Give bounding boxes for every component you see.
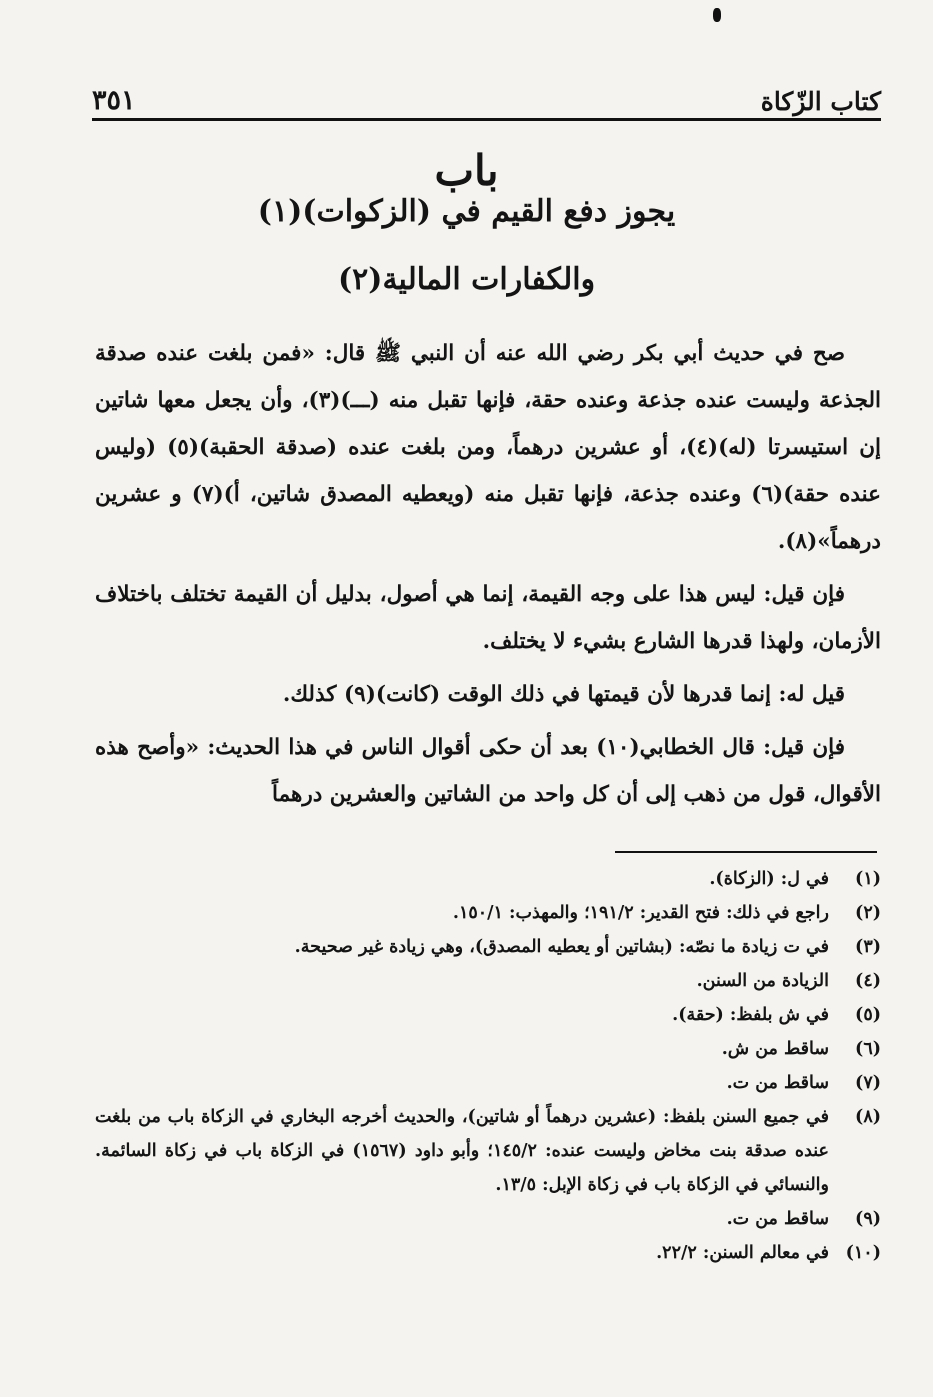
footnote [95, 1066, 881, 1100]
footnote-text: في ش بلفظ: (حقة). [672, 1005, 829, 1025]
footnote [95, 896, 881, 930]
footnote [95, 1236, 881, 1270]
chapter-title-line-1: يجوز دفع القيم في (الزكوات)(١) [257, 194, 676, 229]
footnote-text: في جميع السنن بلفظ: (عشرين درهماً أو شاتين)، والحديث أخرجه البخاري في الزكاة باب من بلغت عنده صدقة بنت مخاض وليست عنده: ١٤٥/٢؛ وأبو داود (١٥٦٧) في الزكاة باب في زكاة السائمة. والنسائي في الزكاة باب في زكاة الإبل: ١٣/٥. [95, 1107, 829, 1195]
footnote-number: (٩) [855, 1209, 881, 1229]
chapter-title-line-2: والكفارات المالية(٢) [337, 262, 596, 297]
paragraph: فإن قيل: ليس هذا على وجه القيمة، إنما هي أصول، بدليل أن القيمة تختلف باختلاف الأزمان، ولهذا قدرها الشارع بشيء لا يختلف. [95, 582, 881, 654]
footnote-number: (٤) [855, 971, 881, 991]
footnote [95, 1100, 881, 1202]
body-text [95, 330, 881, 824]
footnote-number: (١) [855, 869, 881, 889]
footnote-text: في ل: (الزكاة). [709, 869, 829, 889]
footnote-number: (٧) [855, 1073, 881, 1093]
footnote-text: راجع في ذلك: فتح القدير: ١٩١/٢؛ والمهذب: ١٥٠/١. [452, 903, 829, 923]
paragraph: فإن قيل: قال الخطابي(١٠) بعد أن حكى أقوال الناس في هذا الحديث: «وأصح هذه الأقوال، قول من ذهب إلى أن كل واحد من الشاتين والعشرين درهماً [95, 735, 881, 807]
running-title: كتاب الزّكاة [760, 87, 881, 116]
paragraph: صح في حديث أبي بكر رضي الله عنه أن النبي ﷺ قال: «فمن بلغت عنده صدقة الجذعة وليست عنده جذعة وعنده حقة، فإنها تقبل منه (ـــ)(٣)، وأن يجعل معها شاتين إن استيسرتا (له)(٤)، أو عشرين درهماً، ومن بلغت عنده (صدقة الحقبة)(٥) (وليس عنده حقة)(٦) وعنده جذعة، فإنها تقبل منه (ويعطيه المصدق شاتين، أ)(٧) و عشرين درهماً»(٨). [95, 341, 881, 554]
footnotes [95, 862, 881, 1270]
footnote [95, 1202, 881, 1236]
footnote-text: في ت زيادة ما نصّه: (بشاتين أو يعطيه المصدق)، وهي زيادة غير صحيحة. [294, 937, 829, 957]
footnote-separator [615, 851, 877, 853]
footnote [95, 1032, 881, 1066]
ink-mark [713, 8, 721, 22]
footnote-text: ساقط من ت. [726, 1073, 829, 1093]
footnote [95, 862, 881, 896]
footnote-text: ساقط من ت. [726, 1209, 829, 1229]
footnote [95, 930, 881, 964]
page-header [92, 70, 881, 116]
footnote-number: (٢) [855, 903, 881, 923]
footnote-text: في معالم السنن: ٢٢/٢. [656, 1243, 829, 1263]
footnote [95, 964, 881, 998]
footnote-number: (١٠) [845, 1243, 881, 1263]
footnote [95, 998, 881, 1032]
footnote-text: الزيادة من السنن. [696, 971, 829, 991]
section-label: باب [434, 146, 499, 195]
footnote-number: (٣) [855, 937, 881, 957]
footnote-number: (٦) [855, 1039, 881, 1059]
footnote-text: ساقط من ش. [721, 1039, 829, 1059]
footnote-number: (٥) [855, 1005, 881, 1025]
header-rule [92, 118, 881, 121]
page-number: ٣٥١ [92, 85, 136, 116]
footnote-number: (٨) [855, 1107, 881, 1127]
paragraph: قيل له: إنما قدرها لأن قيمتها في ذلك الوقت (كانت)(٩) كذلك. [282, 682, 845, 707]
